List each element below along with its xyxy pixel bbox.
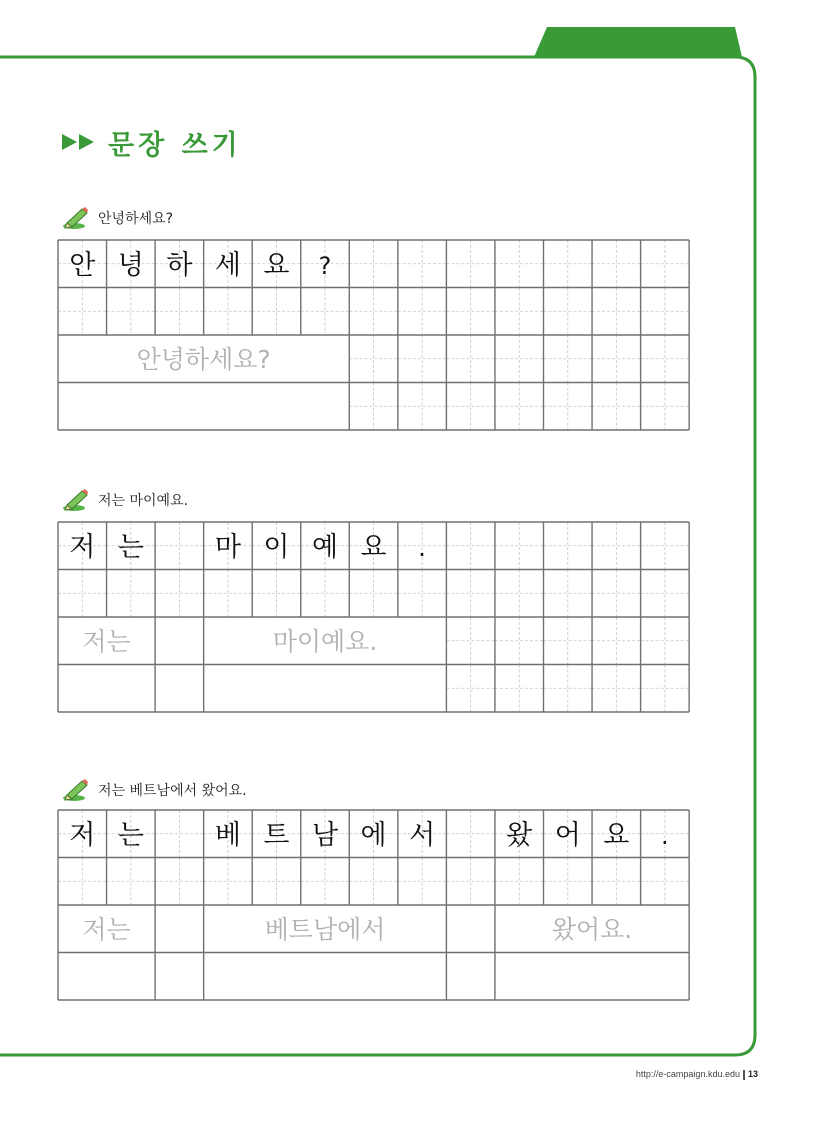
- model-char: 남: [311, 819, 339, 851]
- model-char: 트: [263, 819, 290, 851]
- model-char: 안: [69, 249, 96, 281]
- model-char: 마: [214, 531, 241, 563]
- trace-text: 베트남에서: [264, 914, 386, 944]
- exercise-label-text: 저는 마이예요.: [98, 493, 189, 509]
- page-number: 13: [747, 1069, 758, 1079]
- trace-text: 마이예요.: [272, 626, 378, 656]
- model-char: 저: [69, 819, 96, 851]
- section-title-text: 문장 쓰기: [108, 129, 242, 161]
- model-char: 이: [263, 531, 290, 563]
- model-char: 에: [360, 819, 387, 851]
- model-char: 요: [263, 249, 290, 281]
- model-char: 하: [166, 249, 193, 281]
- model-char: .: [661, 821, 669, 850]
- model-char: .: [418, 533, 426, 562]
- model-char: 는: [117, 531, 144, 563]
- footer-divider: [743, 1070, 745, 1080]
- exercise-label-text: 안녕하세요?: [98, 211, 174, 227]
- trace-text: 왔어요.: [551, 914, 633, 944]
- model-char: 예: [311, 531, 339, 563]
- trace-text: 안녕하세요?: [136, 344, 271, 374]
- model-char: 요: [360, 531, 387, 563]
- exercise-label-text: 저는 베트남에서 왔어요.: [98, 783, 247, 799]
- page-footer: [636, 1069, 758, 1080]
- model-char: 왔: [506, 819, 533, 851]
- trace-text: 저는: [82, 914, 131, 944]
- trace-text: 저는: [82, 626, 131, 656]
- model-char: 녕: [117, 249, 144, 281]
- model-char: 서: [409, 819, 436, 851]
- footer-url: http://e-campaign.kdu.edu: [635, 1069, 740, 1079]
- model-char: 베: [214, 819, 241, 851]
- model-char: ?: [318, 251, 332, 280]
- model-char: 저: [69, 531, 96, 563]
- model-char: 요: [603, 819, 630, 851]
- model-char: 세: [214, 249, 241, 281]
- model-char: 어: [554, 819, 581, 851]
- model-char: 는: [117, 819, 144, 851]
